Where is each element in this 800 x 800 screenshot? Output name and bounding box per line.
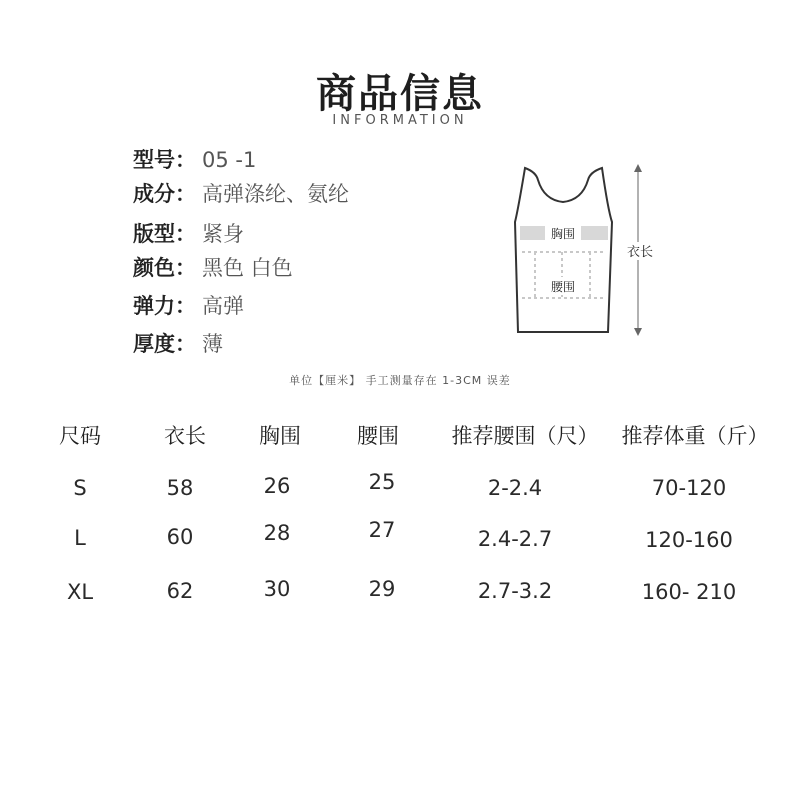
spec-label: 厚度： xyxy=(133,332,196,356)
header-rec-waist: 推荐腰围（尺） xyxy=(451,424,599,448)
header-chest: 胸围 xyxy=(259,424,301,448)
cell-chest: 30 xyxy=(263,577,291,601)
cell-size: S xyxy=(73,476,87,500)
cell-rec-weight: 70-120 xyxy=(651,476,727,500)
spec-model xyxy=(133,144,256,174)
cell-rec-weight: 160- 210 xyxy=(641,580,737,604)
cell-size: XL xyxy=(66,580,94,604)
page-subtitle: INFORMATION xyxy=(332,113,468,128)
cell-waist: 29 xyxy=(368,577,396,601)
cell-length: 58 xyxy=(166,476,194,500)
spec-color xyxy=(133,252,293,282)
spec-label: 颜色： xyxy=(133,256,196,280)
spec-value: 高弹涤纶、氨纶 xyxy=(202,182,349,206)
spec-label: 型号： xyxy=(133,148,196,172)
spec-fit xyxy=(133,218,244,248)
cell-chest: 28 xyxy=(263,521,291,545)
arrow-down-icon xyxy=(634,328,642,336)
spec-thickness xyxy=(133,328,223,358)
spec-elasticity xyxy=(133,290,244,320)
header-size: 尺码 xyxy=(59,424,101,448)
spec-value: 高弹 xyxy=(202,294,244,318)
cell-waist: 25 xyxy=(368,470,396,494)
spec-value: 薄 xyxy=(202,332,223,356)
tank-top-outline-icon xyxy=(515,168,612,332)
cell-rec-waist: 2.7-3.2 xyxy=(477,579,553,603)
cell-size: L xyxy=(74,526,86,550)
waist-label: 腰围 xyxy=(550,280,576,294)
header-length: 衣长 xyxy=(164,424,206,448)
spec-label: 成分： xyxy=(133,182,196,206)
cell-rec-waist: 2-2.4 xyxy=(487,476,543,500)
cell-length: 62 xyxy=(166,579,194,603)
cell-rec-weight: 120-160 xyxy=(645,528,733,552)
cell-waist: 27 xyxy=(368,518,396,542)
cell-rec-waist: 2.4-2.7 xyxy=(477,527,553,551)
chest-label: 胸围 xyxy=(550,227,576,241)
spec-value: 紧身 xyxy=(202,222,244,246)
spec-label: 版型： xyxy=(133,222,196,246)
spec-value: 黑色 白色 xyxy=(202,256,293,280)
spec-material xyxy=(133,178,349,208)
tank-top-diagram xyxy=(490,160,680,350)
header-rec-weight: 推荐体重（斤） xyxy=(621,424,769,448)
spec-value: 05 -1 xyxy=(202,148,257,172)
header-waist: 腰围 xyxy=(357,424,399,448)
length-label: 衣长 xyxy=(626,245,654,260)
page-title: 商品信息 xyxy=(316,71,484,117)
arrow-up-icon xyxy=(634,164,642,172)
spec-label: 弹力： xyxy=(133,294,196,318)
cell-length: 60 xyxy=(166,525,194,549)
cell-chest: 26 xyxy=(263,474,291,498)
measurement-note: 单位【厘米】 手工测量存在 1-3CM 误差 xyxy=(289,374,511,387)
